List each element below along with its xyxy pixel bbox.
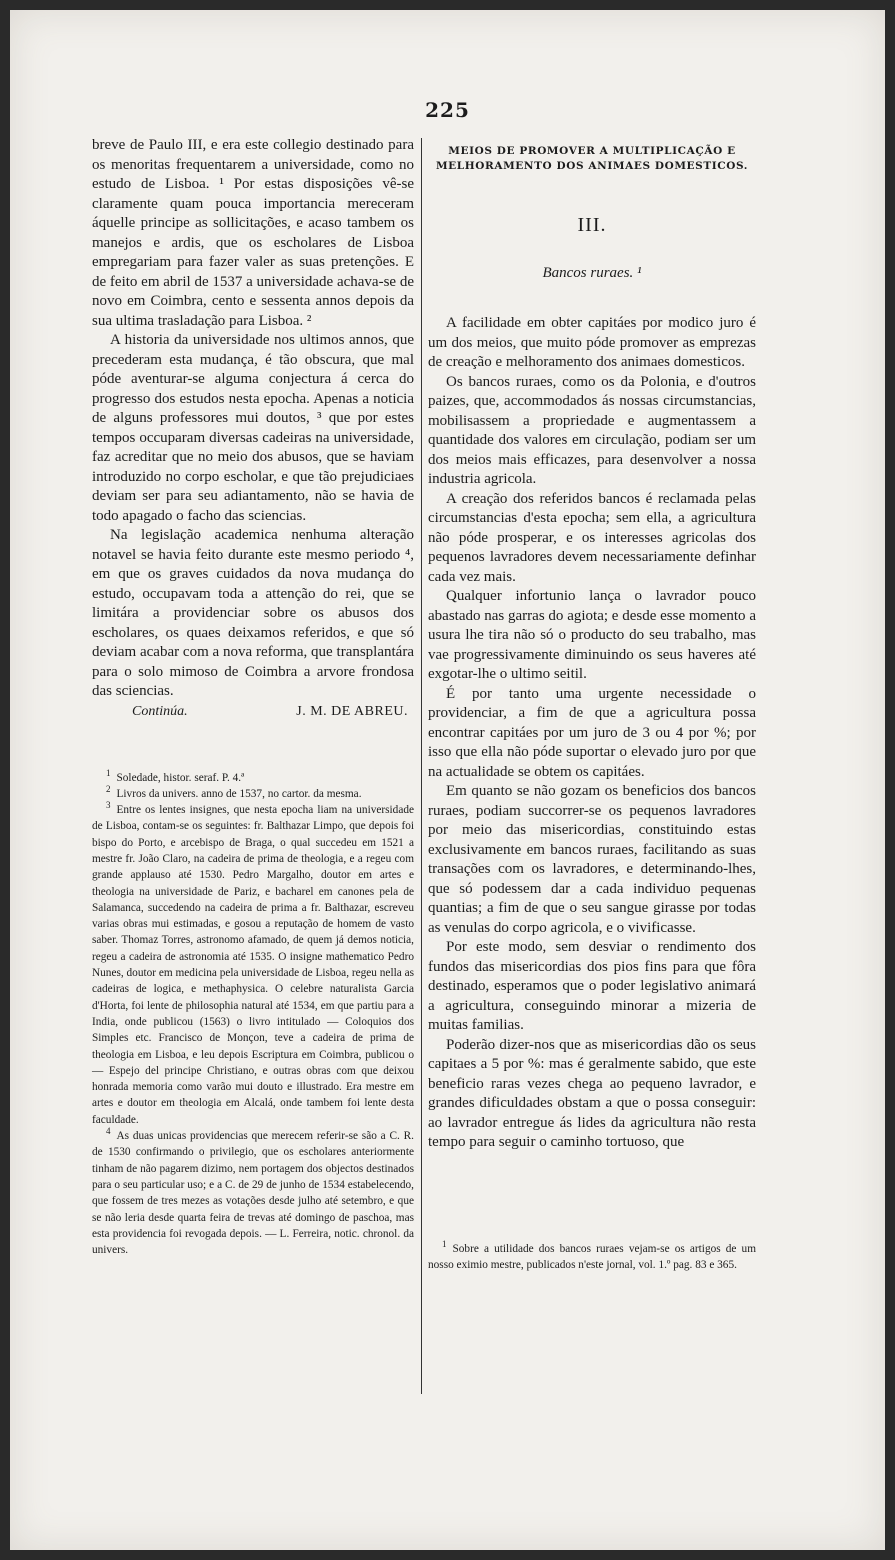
author-name: J. M. DE ABREU. [296, 703, 408, 719]
footnote-mark: 2 [106, 784, 111, 795]
right-column [428, 144, 756, 1273]
footnote-text: Sobre a utilidade dos bancos ruraes vejam-se os artigos de um nosso eximio mestre, publicados n'este jornal, vol. 1.º pag. 83 e 365. [428, 1242, 756, 1271]
footnote-text: Entre os lentes insignes, que nesta epocha liam na universidade de Lisboa, contam-se os seguintes: fr. Balthazar Limpo, que depois foi bispo do Porto, e arcebispo de Braga, o qual succedeu em 1521 a mestre fr. João Claro, na cadeira de prima de theologia, e a regeu com grande applauso até 1530. Pedro Margalho, doutor em artes e theologia na universidade de Pariz, e bacharel em canones pela de Salamanca, succedendo na cadeira de prima a fr. Balthazar, escreveu varias obras mui estimadas, e gosou a reputação de homem de vasto saber. Thomaz Torres, astronomo afamado, de quem já demos noticia, regeu a cadeira de astronomia até 1535. O insigne mathematico Pedro Nunes, doutor em medicina pela universidade de Lisboa, regeu nella as cadeiras de logica, e methaphysica. O celebre naturalista Garcia d'Horta, foi lente de philosophia natural até 1534, em que partiu para a India, onde publicou (1563) o livro intitulado — Coloquios dos Simples etc. Francisco de Monçon, teve a cadeira de prima de theologia em Lisboa, e leu depois Escriptura em Coimbra, publicou o — Espejo del principe Christiano, e outras obras com que deixou honrada memoria como varão mui douto e illustrado. Era mestre em artes e doutor em theologia em Alcalá, onde tambem foi lente desta faculdade. [92, 804, 414, 1126]
footnote-text: Soledade, histor. seraf. P. 4.ª [116, 771, 245, 784]
footnote-text: As duas unicas providencias que merecem referir-se são a C. R. de 1530 confirmando o privilegio, que os escholares anteriormente tinham de não pagarem dizimo, nem portagem dos objectos destinados para o seu particular uso; e a C. de 29 de junho de 1534 estabelecendo, que fossem de tres mezes as votações desde julho até setembro, e que se não leria desde quarta feira de trevas até domingo de paschoa, mas esta providencia foi revogada depois. — L. Ferreira, notic. chronol. da univers. [92, 1130, 414, 1257]
footnote-mark: 1 [106, 767, 111, 778]
right-paragraph-5: É por tanto uma urgente necessidade o providenciar, a fim de que a agricultura possa encontrar capitáes por um juro de 3 ou 4 por %; por isso que ella não póde suportar o elevado juro por que na actualidade se obtem os capitáes. [428, 685, 756, 780]
article-subtitle: Bancos ruraes. ¹ [542, 265, 642, 281]
right-paragraph-6: Em quanto se não gozam os beneficios dos bancos ruraes, podiam succorrer-se os pequenos lavradores por meio das misericordias, constituindo estas exclusivamente em bancos ruraes, facilitando as suas transações com os lavradores, e determinando-lhes, que só podessem dar a cada individuo pequenas quantias; a fim de que o seu sangue girasse por todas as venulas do corpo agricola, e o vivificasse. [428, 783, 756, 936]
footnote-mark: 3 [106, 800, 111, 811]
right-paragraph-3: A creação dos referidos bancos é reclamada pelas circumstancias d'esta epocha; sem ella, a agricultura não póde prosperar, e os interesses agricolas dos pequenos lavradores devem necessariamente definhar cada vez mais. [428, 490, 756, 585]
section-title: MEIOS DE PROMOVER A MULTIPLICAÇÃO E MELHORAMENTO DOS ANIMAES DOMESTICOS. [435, 145, 749, 172]
footnote-3 [92, 802, 414, 1128]
footnote-text: Livros da univers. anno de 1537, no cartor. da mesma. [116, 787, 362, 800]
continua-label: Continúa. [132, 703, 188, 719]
left-column [92, 136, 414, 1258]
right-paragraph-7: Por este modo, sem desviar o rendimento dos fundos das misericordias dos pios fins para que fôra destinado, esperamos que o poder legislativo animará a agricultura, conseguindo minorar a mizeria de muitas familias. [428, 939, 756, 1033]
right-footnotes [428, 1238, 756, 1274]
footnote-2 [92, 786, 414, 802]
right-paragraph-1: A facilidade em obter capitáes por modico juro é um dos meios, que muito póde promover as emprezas de creação e melhoramento dos animaes domesticos. [428, 315, 756, 370]
right-paragraph-8: Poderão dizer-nos que as misericordias dão os seus capitaes a 5 por %: mas é geralmente sabido, que este beneficio raras vezes chega ao pequeno lavrador, e grandes dificuldades obstam a que o possa conseguir: ao lavrador entregue ás lides da agricultura não resta tempo para seguir o caminho tortuoso, que [428, 1036, 756, 1150]
left-paragraph-3: Na legislação academica nenhuma alteração notavel se havia feito durante este mesmo periodo ⁴, em que os graves cuidados da nova mudança do estudo, occupavam toda a attenção do rei, que se limitára a providenciar sobre os abusos dos escholares, os quaes deixamos referidos, e que só deviam acabar com a nova reforma, que transplantára para o solo mimoso de Coimbra a arvore frondosa das sciencias. [92, 527, 414, 699]
left-paragraph-1: breve de Paulo III, e era este collegio destinado para os menoritas frequentarem a universidade, como no estudo de Lisboa. ¹ Por estas disposições vê-se claramente quam pouca importancia mereceram áquelle principe as sollicitações, e acaso tambem os manejos e ardis, que os escholares de Lisboa empregariam para fazer valer as suas pretenções. E de feito em abril de 1537 a universidade achava-se de novo em Coimbra, cento e sessenta annos depois da sua ultima trasladação para Lisboa. ² [92, 137, 414, 329]
right-paragraph-4: Qualquer infortunio lança o lavrador pouco abastado nas garras do agiota; e desde esse momento a usura lhe tira não só o producto do seu trabalho, mas vae progressivamente diminuindo os seus haveres até exgotar-lhe o ultimo seitil. [428, 588, 756, 682]
footnote-1 [92, 767, 414, 786]
left-paragraph-2: A historia da universidade nos ultimos annos, que precederam esta mudança, é tão obscura, que mal póde aventurar-se alguma conjectura á cerca do progresso dos estudos nesta epocha. Apenas a noticia de alguns professores mui doutos, ³ que por estes tempos occuparam diversas cadeiras na universidade, faz acreditar que no meio dos abusos, que se haviam introduzido no corpo escholar, e que tão prejudiciaes deviam ser para seu adiantamento, não se havia de todo apagado o facho das sciencias. [92, 332, 414, 524]
footnote-right-1 [428, 1238, 756, 1274]
journal-page [10, 10, 885, 1550]
right-paragraph-2: Os bancos ruraes, como os da Polonia, e d'outros paizes, que, accommodados ás nossas circumstancias, mobilisassem a propriedade e augmentassem a quantidade dos valores em circulação, podiam ser um dos meios mais efficazes, para desenvolver a nossa industria agricola. [428, 373, 756, 487]
footnote-mark: 4 [106, 1126, 111, 1137]
left-footnotes [92, 767, 414, 1259]
page-number: 225 [425, 98, 470, 122]
column-divider [421, 138, 422, 1394]
footnote-mark: 1 [442, 1238, 447, 1249]
footnote-4 [92, 1128, 414, 1258]
article-signature [92, 704, 414, 720]
section-number: III. [577, 214, 607, 236]
